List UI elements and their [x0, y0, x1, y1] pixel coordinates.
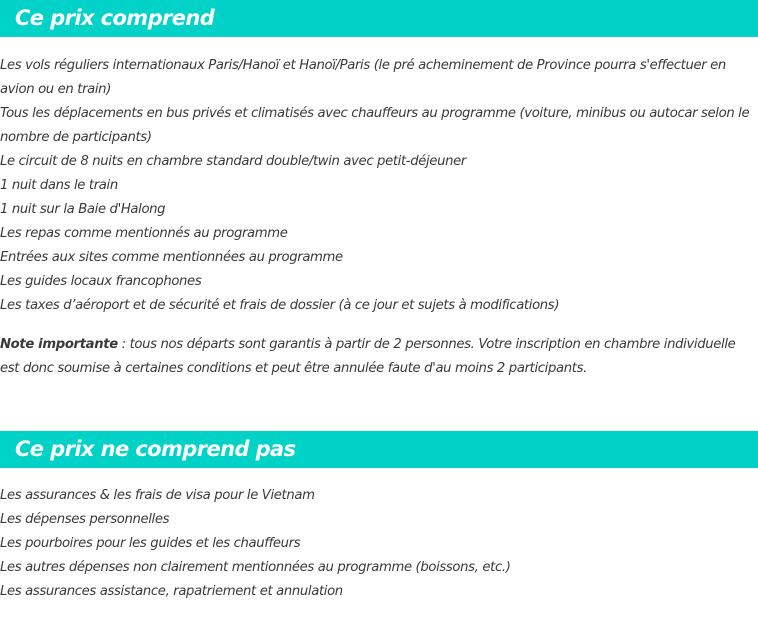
excluded-section-title: Ce prix ne comprend pas	[15, 437, 296, 461]
included-item: Tous les déplacements en bus privés et climatisés avec chauffeurs au programme (voiture, minibus ou autocar selon le nombre de participants)	[0, 106, 750, 145]
included-item: Les repas comme mentionnés au programme	[0, 226, 288, 241]
important-note-text: : tous nos départs sont garantis à partir de 2 personnes. Votre inscription en chambre individuelle est donc soumise à certaines conditions et peut être annulée faute d'au moins 2 participants.	[0, 337, 736, 376]
included-item: Les guides locaux francophones	[0, 274, 202, 289]
excluded-item: Les pourboires pour les guides et les chauffeurs	[0, 536, 301, 551]
important-note-label: Note importante	[0, 337, 118, 352]
included-item: Les vols réguliers internationaux Paris/Hanoï et Hanoï/Paris (le pré acheminement de Province pourra s'effectuer en avion ou en train)	[0, 58, 726, 97]
included-item: Entrées aux sites comme mentionnées au programme	[0, 250, 343, 265]
excluded-item: Les dépenses personnelles	[0, 512, 170, 527]
excluded-item: Les autres dépenses non clairement mentionnées au programme (boissons, etc.)	[0, 560, 511, 575]
excluded-section-header	[0, 431, 758, 468]
included-item: 1 nuit sur la Baie d'Halong	[0, 202, 166, 217]
included-items-list	[0, 54, 756, 318]
excluded-item: Les assurances assistance, rapatriement et annulation	[0, 584, 343, 599]
excluded-item: Les assurances & les frais de visa pour le Vietnam	[0, 488, 315, 503]
important-note	[0, 333, 756, 381]
excluded-items-list	[0, 484, 756, 604]
included-item: Le circuit de 8 nuits en chambre standard double/twin avec petit-déjeuner	[0, 154, 466, 169]
included-item: 1 nuit dans le train	[0, 178, 118, 193]
included-section-title: Ce prix comprend	[15, 6, 215, 30]
included-item: Les taxes d’aéroport et de sécurité et frais de dossier (à ce jour et sujets à modifications)	[0, 298, 560, 313]
included-section-header	[0, 0, 758, 37]
